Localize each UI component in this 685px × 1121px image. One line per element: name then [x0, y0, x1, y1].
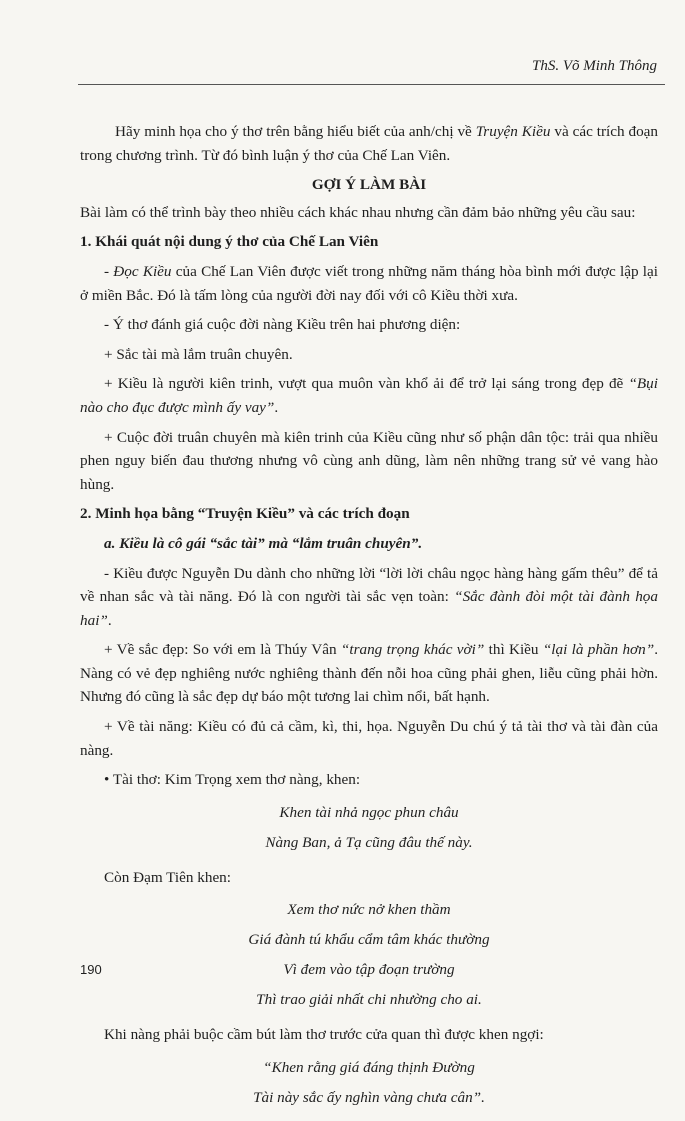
poem-dam-tien	[80, 895, 658, 1015]
intro-title-italic: Truyện Kiều	[475, 123, 551, 140]
text: - Kiều được Nguyễn Du dành cho những lời “lời lời châu ngọc hàng hàng gấm thêu” để tả về nhan sắc và tài năng. Đó là con người tài sắc vẹn toàn:	[80, 564, 658, 606]
text: thì Kiều	[484, 641, 543, 659]
lead-paragraph: Bài làm có thể trình bày theo nhiều cách khác nhau nhưng cần đảm bảo những yêu cầu sau:	[80, 203, 636, 221]
section2-paragraph-2	[80, 638, 658, 709]
section1-paragraph-4	[80, 372, 658, 419]
poem-line: Tài này sắc ấy nghìn vàng chưa cân”.	[253, 1089, 485, 1107]
quote: “lại là phần hơn”	[542, 641, 655, 659]
poem-line: “Khen rằng giá đáng thịnh Đường	[263, 1059, 475, 1077]
section2-subheading: a. Kiều là cô gái “sắc tài” mà “lắm truân chuyên”.	[104, 534, 423, 552]
page-number: 190	[80, 962, 102, 977]
text: .	[107, 611, 112, 629]
section1-paragraph-5: + Cuộc đời truân chuyên mà kiên trinh của Kiều cũng như số phận dân tộc: trải qua nhiều phen nguy biến đau thương nhưng vô cùng anh dũng, làm nên những trang sử vẻ vang hào hùng.	[80, 428, 658, 493]
section1-paragraph-2: - Ý thơ đánh giá cuộc đời nàng Kiều trên hai phương diện:	[104, 316, 461, 334]
section2-paragraph-5: Còn Đạm Tiên khen:	[104, 868, 231, 886]
text: của Chế Lan Viên được viết trong những năm tháng hòa bình mới được lập lại ở miền Bắc. Đó là tấm lòng của người đời nay đối với cô Kiều thời xưa.	[80, 262, 658, 304]
poem-kim-trong	[80, 798, 658, 858]
poem-line: Giá đành tú khẩu cẩm tâm khác thường	[248, 931, 490, 949]
quote: “Sắc đành đòi một tài đành họa hai”	[80, 588, 658, 629]
text: + Kiều là người kiên trinh, vượt qua muôn vàn khổ ải để trở lại sáng trong đẹp đẽ	[104, 375, 629, 393]
running-header-author: ThS. Võ Minh Thông	[531, 58, 657, 74]
section2-heading: 2. Minh họa bằng “Truyện Kiều” và các trích đoạn	[80, 505, 410, 523]
quote: “trang trọng khác vời”	[340, 641, 485, 659]
poem-line: Vì đem vào tập đoạn trường	[283, 961, 455, 979]
section2-paragraph-3: + Về tài năng: Kiều có đủ cả cầm, kì, thi, họa. Nguyễn Du chú ý tả tài thơ và tài đàn của nàng.	[80, 718, 658, 759]
poem-line: Xem thơ nức nở khen thầm	[287, 901, 451, 919]
header-rule	[78, 84, 665, 85]
text: . Nàng có vẻ đẹp nghiêng nước nghiêng thành đến nỗi hoa cũng phải ghen, liễu cũng phải hờn. Nhưng đó cũng là sắc đẹp dự báo một tương lai chìm nổi, bất hạnh.	[80, 641, 658, 706]
text: .	[274, 398, 279, 416]
section2-paragraph-4: • Tài thơ: Kim Trọng xem thơ nàng, khen:	[104, 771, 361, 789]
poem-line: Nàng Ban, ả Tạ cũng đâu thế này.	[265, 833, 473, 851]
poem-line: Thì trao giải nhất chi nhường cho ai.	[256, 991, 482, 1009]
section-title: GỢI Ý LÀM BÀI	[311, 176, 427, 194]
text: -	[104, 262, 114, 280]
page-body	[80, 120, 658, 1121]
text: + Về sắc đẹp: So với em là Thúy Vân	[104, 641, 341, 659]
italic-title: Đọc Kiều	[113, 262, 172, 280]
intro-text: Hãy minh họa cho ý thơ trên bằng hiểu biết của anh/chị về	[115, 123, 476, 140]
section1-paragraph-3: + Sắc tài mà lắm truân chuyên.	[104, 345, 293, 363]
poem-line: Khen tài nhả ngọc phun châu	[279, 803, 459, 821]
intro-text-end: và các trích đoạn trong chương trình. Từ đó bình luận ý thơ của Chế Lan Viên.	[80, 123, 658, 164]
poem-praise	[80, 1053, 658, 1113]
section2-paragraph-1	[80, 562, 658, 633]
section1-paragraph-1	[80, 260, 658, 307]
section2-paragraph-6: Khi nàng phải buộc cầm bút làm thơ trước cửa quan thì được khen ngợi:	[104, 1026, 544, 1044]
intro-paragraph	[80, 120, 658, 167]
quote: “Bụi nào cho đục được mình ấy vay”	[80, 375, 658, 416]
section1-heading: 1. Khái quát nội dung ý thơ của Chế Lan Viên	[80, 233, 379, 251]
